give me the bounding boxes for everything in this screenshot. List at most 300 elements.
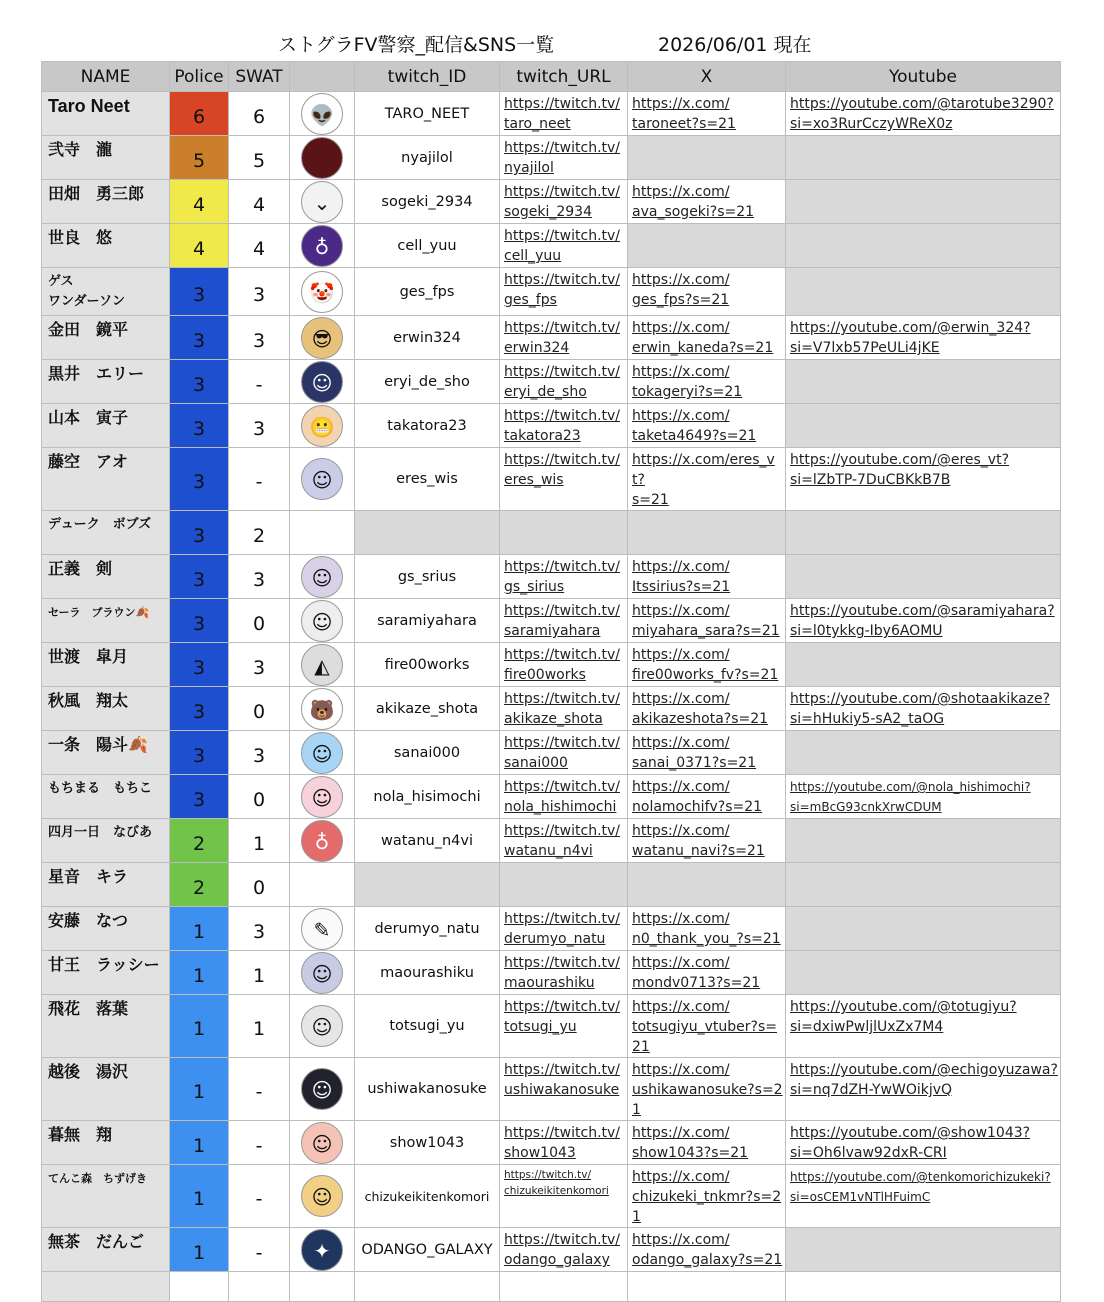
youtube-channel-link[interactable] [786, 1058, 1061, 1121]
swat-rank: - [229, 448, 290, 511]
x-profile-link-text[interactable]: https://x.com/ [632, 364, 730, 380]
twitch-url-link-text[interactable]: https://twitch.tv/ [504, 647, 621, 663]
swat-rank: 0 [229, 863, 290, 907]
twitch-id: watanu_n4vi [355, 819, 500, 863]
empty-cell [786, 1272, 1061, 1302]
x-profile-link-text[interactable]: https://x.com/ [632, 408, 730, 424]
youtube-channel-link-text[interactable]: https://youtube.com/@erwin_324? [790, 320, 1031, 336]
table-row [42, 1058, 1061, 1121]
table-row [42, 555, 1061, 599]
x-profile-link[interactable] [628, 687, 786, 731]
x-profile-link-text[interactable]: chizukeki_tnkmr?s=21 [632, 1189, 782, 1225]
member-name [42, 643, 170, 687]
member-name [42, 555, 170, 599]
x-profile-link-text[interactable]: https://x.com/ [632, 184, 730, 200]
youtube-channel-link[interactable] [786, 775, 1061, 819]
twitch-url-link-text[interactable]: gs_sirius [504, 579, 565, 595]
avatar-glyph: ◭ [314, 653, 330, 678]
member-name-line: ワンダーソン [48, 294, 125, 309]
x-profile-link[interactable] [628, 643, 786, 687]
x-profile-link-text[interactable]: ava_sogeki?s=21 [632, 204, 755, 220]
twitch-url-link[interactable] [500, 731, 628, 775]
avatar-glyph: 😎 [311, 326, 333, 351]
x-profile-empty [628, 511, 786, 555]
x-profile-link-text[interactable]: totsugiyu_vtuber?s=21 [632, 1019, 778, 1055]
youtube-channel-link-text[interactable]: si=l0tykkg-Iby6AOMU [790, 623, 943, 639]
twitch-url-link[interactable] [500, 995, 628, 1058]
twitch-url-link[interactable] [500, 360, 628, 404]
x-profile-link-text[interactable]: ushikawanosuke?s=21 [632, 1082, 783, 1118]
member-name [42, 136, 170, 180]
x-profile-link-text[interactable]: nolamochifv?s=21 [632, 799, 763, 815]
twitch-url-link-text[interactable]: https://twitch.tv/ [504, 823, 621, 839]
x-profile-link-text[interactable]: https://x.com/ [632, 911, 730, 927]
member-name [42, 360, 170, 404]
twitch-url-link-text[interactable]: https://twitch.tv/ [504, 272, 621, 288]
avatar-glyph: ♁ [314, 234, 330, 259]
x-profile-link-text[interactable]: https://x.com/ [632, 647, 730, 663]
x-profile-link-text[interactable]: https://x.com/ [632, 603, 730, 619]
twitch-url-link-text[interactable]: https://twitch.tv/ [504, 559, 621, 575]
youtube-channel-link[interactable] [786, 316, 1061, 360]
twitch-url-link-text[interactable]: https://twitch.tv/ [504, 228, 621, 244]
police-rank: 1 [170, 951, 229, 995]
x-profile-link-text[interactable]: https://x.com/ [632, 320, 730, 336]
twitch-url-link-text[interactable]: https://twitch.tv/ [504, 1062, 621, 1078]
youtube-channel-link-text[interactable]: si=Oh6lvaw92dxR-CRI [790, 1145, 947, 1161]
police-rank: 1 [170, 1165, 229, 1228]
x-profile-link-text[interactable]: miyahara_sara?s=21 [632, 623, 780, 639]
x-profile-link[interactable] [628, 1228, 786, 1272]
twitch-url-link[interactable] [500, 92, 628, 136]
twitch-url-link-text[interactable]: taro_neet [504, 116, 571, 132]
empty-cell [628, 1272, 786, 1302]
youtube-channel-link-text[interactable]: si=osCEM1vNTlHFuimC [790, 1190, 931, 1204]
twitch-url-empty [500, 863, 628, 907]
x-profile-link[interactable] [628, 448, 786, 511]
avatar-glyph: ☺ [311, 1078, 333, 1102]
x-profile-link[interactable] [628, 731, 786, 775]
twitch-id: maourashiku [355, 951, 500, 995]
empty-cell [229, 1272, 290, 1302]
avatar-cell [290, 360, 355, 404]
youtube-channel-link[interactable] [786, 687, 1061, 731]
youtube-channel-link-text[interactable]: si=nq7dZH-YwWOikjvQ [790, 1082, 953, 1098]
twitch-id: cell_yuu [355, 224, 500, 268]
col-swat-header: SWAT [229, 62, 290, 92]
twitch-id: totsugi_yu [355, 995, 500, 1058]
twitch-url-link-text[interactable]: watanu_n4vi [504, 843, 593, 859]
police-rank: 3 [170, 555, 229, 599]
sunglasses-avatar [301, 317, 343, 359]
avatar-cell-empty [290, 863, 355, 907]
avatar-cell [290, 995, 355, 1058]
youtube-channel-link-text[interactable]: si=lZbTP-7DuCBKkB7B [790, 472, 951, 488]
x-profile-link[interactable] [628, 907, 786, 951]
x-profile-link[interactable] [628, 599, 786, 643]
twitch-url-link-text[interactable]: https://twitch.tv/ [504, 452, 621, 468]
twitch-url-link[interactable] [500, 180, 628, 224]
twitch-url-link-text[interactable]: maourashiku [504, 975, 595, 991]
member-name [42, 687, 170, 731]
swat-rank: 3 [229, 643, 290, 687]
twitch-url-link[interactable] [500, 224, 628, 268]
twitch-url-link-text[interactable]: totsugi_yu [504, 1019, 577, 1035]
twitch-url-link-text[interactable]: https://twitch.tv/ [504, 184, 621, 200]
x-profile-link-text[interactable]: akikazeshota?s=21 [632, 711, 769, 727]
x-profile-link-text[interactable]: ges_fps?s=21 [632, 292, 730, 308]
twitch-url-link-text[interactable]: erwin324 [504, 340, 570, 356]
x-profile-link-text[interactable]: https://x.com/ [632, 96, 730, 112]
youtube-channel-link-text[interactable]: https://youtube.com/@saramiyahara? [790, 603, 1055, 619]
twitch-url-link-text[interactable]: ges_fps [504, 292, 557, 308]
twitch-url-link-text[interactable]: ushiwakanosuke [504, 1082, 620, 1098]
youtube-channel-empty [786, 863, 1061, 907]
twitch-url-link-text[interactable]: akikaze_shota [504, 711, 603, 727]
twitch-id: nola_hisimochi [355, 775, 500, 819]
twitch-id: TARO_NEET [355, 92, 500, 136]
x-profile-link-text[interactable]: taketa4649?s=21 [632, 428, 757, 444]
table-row [42, 731, 1061, 775]
member-name-line: セーラ ブラウン🍂 [48, 606, 150, 619]
youtube-channel-link-text[interactable]: https://youtube.com/@eres_vt? [790, 452, 1010, 468]
member-name-line: 田畑 勇三郎 [48, 184, 145, 203]
col-youtube-header: Youtube [786, 62, 1061, 92]
twitch-url-link-text[interactable]: https://twitch.tv/ [504, 408, 621, 424]
x-profile-link[interactable] [628, 92, 786, 136]
youtube-channel-link-text[interactable]: https://youtube.com/@nola_hishimochi? [790, 780, 1031, 794]
member-name-line: てんこ森 ちずげき [48, 1172, 147, 1185]
x-profile-link[interactable] [628, 995, 786, 1058]
member-name-line: ゲス [48, 274, 74, 289]
twitch-url-link[interactable] [500, 687, 628, 731]
table-row [42, 1228, 1061, 1272]
x-profile-link-text[interactable]: taroneet?s=21 [632, 116, 736, 132]
twitch-url-link-text[interactable]: show1043 [504, 1145, 576, 1161]
twitch-id: eryi_de_sho [355, 360, 500, 404]
avatar-cell [290, 136, 355, 180]
x-profile-link[interactable] [628, 1165, 786, 1228]
x-profile-link-text[interactable]: https://x.com/ [632, 1232, 730, 1248]
twitch-url-link-text[interactable]: takatora23 [504, 428, 581, 444]
x-profile-link-text[interactable]: https://x.com/ [632, 559, 730, 575]
youtube-channel-link-text[interactable]: https://youtube.com/@show1043? [790, 1125, 1031, 1141]
youtube-channel-link-text[interactable]: si=dxiwPwljlUxZx7M4 [790, 1019, 944, 1035]
youtube-channel-link-text[interactable]: si=hHukiy5-sA2_taOG [790, 711, 945, 727]
youtube-channel-link[interactable] [786, 92, 1061, 136]
x-profile-link-text[interactable]: https://x.com/ [632, 1062, 730, 1078]
avatar-cell [290, 819, 355, 863]
police-rank: 5 [170, 136, 229, 180]
chevron-mask-avatar [301, 181, 343, 223]
youtube-channel-link-text[interactable]: https://youtube.com/@echigoyuzawa? [790, 1062, 1058, 1078]
member-name-line: 秋風 翔太 [48, 691, 129, 710]
youtube-channel-link[interactable] [786, 995, 1061, 1058]
x-profile-link[interactable] [628, 951, 786, 995]
twitch-id: sanai000 [355, 731, 500, 775]
avatar-cell [290, 224, 355, 268]
twitch-url-link[interactable] [500, 775, 628, 819]
youtube-channel-link-text[interactable]: https://youtube.com/@totugiyu? [790, 999, 1017, 1015]
pink-hair-avatar [301, 776, 343, 818]
twitch-url-link-text[interactable]: eres_wis [504, 472, 564, 488]
youtube-channel-link-text[interactable]: si=V7lxb57PeULi4jKE [790, 340, 940, 356]
twitch-url-link[interactable] [500, 951, 628, 995]
x-profile-link-text[interactable]: s=21 [632, 492, 669, 508]
avatar-cell [290, 687, 355, 731]
table-row [42, 224, 1061, 268]
youtube-channel-link[interactable] [786, 599, 1061, 643]
twitch-url-link-text[interactable]: nola_hishimochi [504, 799, 617, 815]
x-profile-link-text[interactable]: https://x.com/ [632, 779, 730, 795]
x-profile-link-text[interactable]: tokageryi?s=21 [632, 384, 743, 400]
twitch-url-link-text[interactable]: https://twitch.tv/ [504, 999, 621, 1015]
x-profile-link[interactable] [628, 1121, 786, 1165]
empty-cell [355, 1272, 500, 1302]
table-row [42, 951, 1061, 995]
twitch-url-link[interactable] [500, 268, 628, 316]
x-profile-link-text[interactable]: https://x.com/ [632, 999, 730, 1015]
twitch-url-link[interactable] [500, 1121, 628, 1165]
table-row [42, 360, 1061, 404]
police-rank: 6 [170, 92, 229, 136]
avatar-glyph: 😬 [309, 414, 335, 439]
x-profile-link-text[interactable]: fire00works_fv?s=21 [632, 667, 779, 683]
youtube-channel-empty [786, 907, 1061, 951]
swat-rank: 0 [229, 775, 290, 819]
x-profile-link-text[interactable]: https://x.com/ [632, 735, 730, 751]
twitch-url-link[interactable] [500, 1058, 628, 1121]
youtube-channel-empty [786, 224, 1061, 268]
twitch-url-link-text[interactable]: odango_galaxy [504, 1252, 610, 1268]
twitch-url-link[interactable] [500, 555, 628, 599]
swat-rank: 6 [229, 92, 290, 136]
police-rank: 1 [170, 1058, 229, 1121]
x-profile-link-text[interactable]: https://x.com/ [632, 1125, 730, 1141]
youtube-channel-link-text[interactable]: si=xo3RurCczyWReX0z [790, 116, 953, 132]
x-profile-link-text[interactable]: mondv0713?s=21 [632, 975, 761, 991]
clown-avatar [301, 271, 343, 313]
youtube-channel-link-text[interactable]: https://youtube.com/@tarotube3290? [790, 96, 1054, 112]
empty-cell [500, 1272, 628, 1302]
member-name [42, 1121, 170, 1165]
police-rank: 3 [170, 404, 229, 448]
member-name-line: 越後 湯沢 [48, 1062, 129, 1081]
x-profile-link[interactable] [628, 819, 786, 863]
member-name-line: 四月一日 なびあ [48, 825, 153, 840]
member-name [42, 995, 170, 1058]
table-row [42, 599, 1061, 643]
twitch-url-link-text[interactable]: https://twitch.tv/ [504, 691, 621, 707]
avatar-cell [290, 555, 355, 599]
youtube-channel-empty [786, 1228, 1061, 1272]
twitch-url-link[interactable] [500, 643, 628, 687]
x-profile-empty [628, 224, 786, 268]
twitch-url-link-text[interactable]: https://twitch.tv/ [504, 1125, 621, 1141]
member-name-line: 正義 剣 [48, 559, 113, 578]
twitch-id: derumyo_natu [355, 907, 500, 951]
twitch-url-link-text[interactable]: https://twitch.tv/ [504, 779, 621, 795]
x-profile-link-text[interactable]: https://x.com/ [632, 823, 730, 839]
col-twitch-url-header: twitch_URL [500, 62, 628, 92]
table-row [42, 995, 1061, 1058]
member-name [42, 180, 170, 224]
twitch-url-link-text[interactable]: https://twitch.tv/ [504, 96, 621, 112]
twitch-id: show1043 [355, 1121, 500, 1165]
twitch-url-link[interactable] [500, 1228, 628, 1272]
police-rank: 3 [170, 775, 229, 819]
avatar-cell [290, 404, 355, 448]
twitch-url-link-text[interactable]: https://twitch.tv/ [504, 955, 621, 971]
twitch-url-link[interactable] [500, 907, 628, 951]
twitch-url-link[interactable] [500, 599, 628, 643]
twitch-url-link-text[interactable]: eryi_de_sho [504, 384, 587, 400]
table-row [42, 268, 1061, 316]
twitch-url-link-text[interactable]: chizukeikitenkomori [504, 1185, 609, 1197]
member-name-line: 山本 寅子 [48, 408, 129, 427]
twitch-id: chizukeikitenkomori [355, 1165, 500, 1228]
table-row [42, 863, 1061, 907]
x-profile-link-text[interactable]: https://x.com/eres_vt? [632, 452, 775, 488]
x-profile-link[interactable] [628, 268, 786, 316]
youtube-channel-empty [786, 360, 1061, 404]
avatar-glyph: ☺ [311, 1131, 333, 1156]
member-name [42, 511, 170, 555]
x-profile-link-text[interactable]: erwin_kaneda?s=21 [632, 340, 774, 356]
document-date: 2026/06/01 現在 [658, 34, 812, 56]
x-profile-link-text[interactable]: show1043?s=21 [632, 1145, 749, 1161]
member-name-line: 黒井 エリー [48, 364, 145, 383]
twitch-url-link[interactable] [500, 404, 628, 448]
twitch-url-link-text[interactable]: sanai000 [504, 755, 568, 771]
avatar-cell [290, 1058, 355, 1121]
twitch-url-link-text[interactable]: https://twitch.tv/ [504, 911, 621, 927]
swat-rank: 0 [229, 687, 290, 731]
empty-cell [42, 1272, 170, 1302]
twitch-url-link-text[interactable]: nyajilol [504, 160, 554, 176]
avatar-cell [290, 448, 355, 511]
youtube-channel-empty [786, 643, 1061, 687]
twitch-url-link-text[interactable]: derumyo_natu [504, 931, 606, 947]
police-rank: 1 [170, 1228, 229, 1272]
swat-rank: - [229, 1228, 290, 1272]
twitch-url-link-text[interactable]: https://twitch.tv/ [504, 140, 621, 156]
member-name-line: 安藤 なつ [48, 911, 129, 930]
twitch-url-link[interactable] [500, 316, 628, 360]
twitch-url-link[interactable] [500, 1165, 628, 1228]
youtube-channel-empty [786, 268, 1061, 316]
member-name [42, 819, 170, 863]
twitch-url-link-text[interactable]: saramiyahara [504, 623, 601, 639]
twitch-url-link[interactable] [500, 819, 628, 863]
avatar-cell [290, 1228, 355, 1272]
member-name-line: 世良 悠 [48, 228, 113, 247]
avatar-cell [290, 775, 355, 819]
swat-rank: 4 [229, 224, 290, 268]
twitch-id: fire00works [355, 643, 500, 687]
character-avatar [301, 556, 343, 598]
twitch-id: saramiyahara [355, 599, 500, 643]
youtube-channel-empty [786, 731, 1061, 775]
twitch-url-link-text[interactable]: sogeki_2934 [504, 204, 592, 220]
police-rank: 3 [170, 448, 229, 511]
member-name [42, 1228, 170, 1272]
empty-cell [290, 1272, 355, 1302]
swat-rank: 0 [229, 599, 290, 643]
table-row [42, 136, 1061, 180]
twitch-url-link-text[interactable]: https://twitch.tv/ [504, 735, 621, 751]
x-profile-link-text[interactable]: https://x.com/ [632, 955, 730, 971]
document-title-bar [0, 30, 1104, 60]
dark-anime-avatar [301, 1068, 343, 1110]
member-name-line: 甘王 ラッシー [48, 955, 160, 974]
twitch-url-link-text[interactable]: https://twitch.tv/ [504, 603, 621, 619]
youtube-channel-link[interactable] [786, 448, 1061, 511]
twitch-url-link-text[interactable]: https://twitch.tv/ [504, 320, 621, 336]
avatar-cell [290, 92, 355, 136]
x-profile-link[interactable] [628, 404, 786, 448]
x-profile-link[interactable] [628, 1058, 786, 1121]
member-name [42, 404, 170, 448]
x-profile-link[interactable] [628, 316, 786, 360]
swat-rank: - [229, 1058, 290, 1121]
twitch-url-link[interactable] [500, 136, 628, 180]
twitch-url-link[interactable] [500, 448, 628, 511]
table-row [42, 1121, 1061, 1165]
police-rank: 3 [170, 316, 229, 360]
twitch-url-link-text[interactable]: cell_yuu [504, 248, 562, 264]
youtube-channel-link[interactable] [786, 1121, 1061, 1165]
twitch-url-link-text[interactable]: https://twitch.tv/ [504, 1169, 592, 1181]
x-profile-link[interactable] [628, 555, 786, 599]
avatar-glyph: ♁ [314, 829, 330, 854]
x-profile-link[interactable] [628, 180, 786, 224]
avatar-glyph: ☺ [311, 1015, 333, 1039]
table-row [42, 775, 1061, 819]
x-profile-link-text[interactable]: sanai_0371?s=21 [632, 755, 757, 771]
avatar-glyph: ✎ [313, 917, 331, 942]
youtube-channel-link-text[interactable]: https://youtube.com/@tenkomorichizukeki? [790, 1170, 1051, 1184]
youtube-channel-link-text[interactable]: https://youtube.com/@shotaakikaze? [790, 691, 1051, 707]
member-name-line: もちまる もちこ [48, 781, 153, 796]
twitch-id: akikaze_shota [355, 687, 500, 731]
youtube-channel-link-text[interactable]: si=mBcG93cnkXrwCDUM [790, 800, 942, 814]
youtube-channel-link[interactable] [786, 1165, 1061, 1228]
x-profile-link-text[interactable]: https://x.com/ [632, 691, 730, 707]
table-row [42, 819, 1061, 863]
table-row [42, 316, 1061, 360]
swat-rank: 1 [229, 995, 290, 1058]
x-profile-link-text[interactable]: odango_galaxy?s=21 [632, 1252, 783, 1268]
x-profile-link-text[interactable]: Itssirius?s=21 [632, 579, 731, 595]
col-name-header: NAME [42, 62, 170, 92]
x-profile-link-text[interactable]: https://x.com/ [632, 1169, 730, 1185]
x-profile-link[interactable] [628, 360, 786, 404]
avatar-cell [290, 1165, 355, 1228]
twitch-url-link-text[interactable]: fire00works [504, 667, 586, 683]
police-rank: 3 [170, 511, 229, 555]
table-row [42, 180, 1061, 224]
person-red-avatar [301, 820, 343, 862]
table-row [42, 907, 1061, 951]
x-profile-link-text[interactable]: n0_thank_you_?s=21 [632, 931, 781, 947]
member-name-line: 無茶 だんご [48, 1232, 145, 1251]
x-profile-link-text[interactable]: https://x.com/ [632, 272, 730, 288]
x-profile-link-text[interactable]: watanu_navi?s=21 [632, 843, 765, 859]
twitch-url-link-text[interactable]: https://twitch.tv/ [504, 364, 621, 380]
x-profile-link[interactable] [628, 775, 786, 819]
twitch-url-link-text[interactable]: https://twitch.tv/ [504, 1232, 621, 1248]
